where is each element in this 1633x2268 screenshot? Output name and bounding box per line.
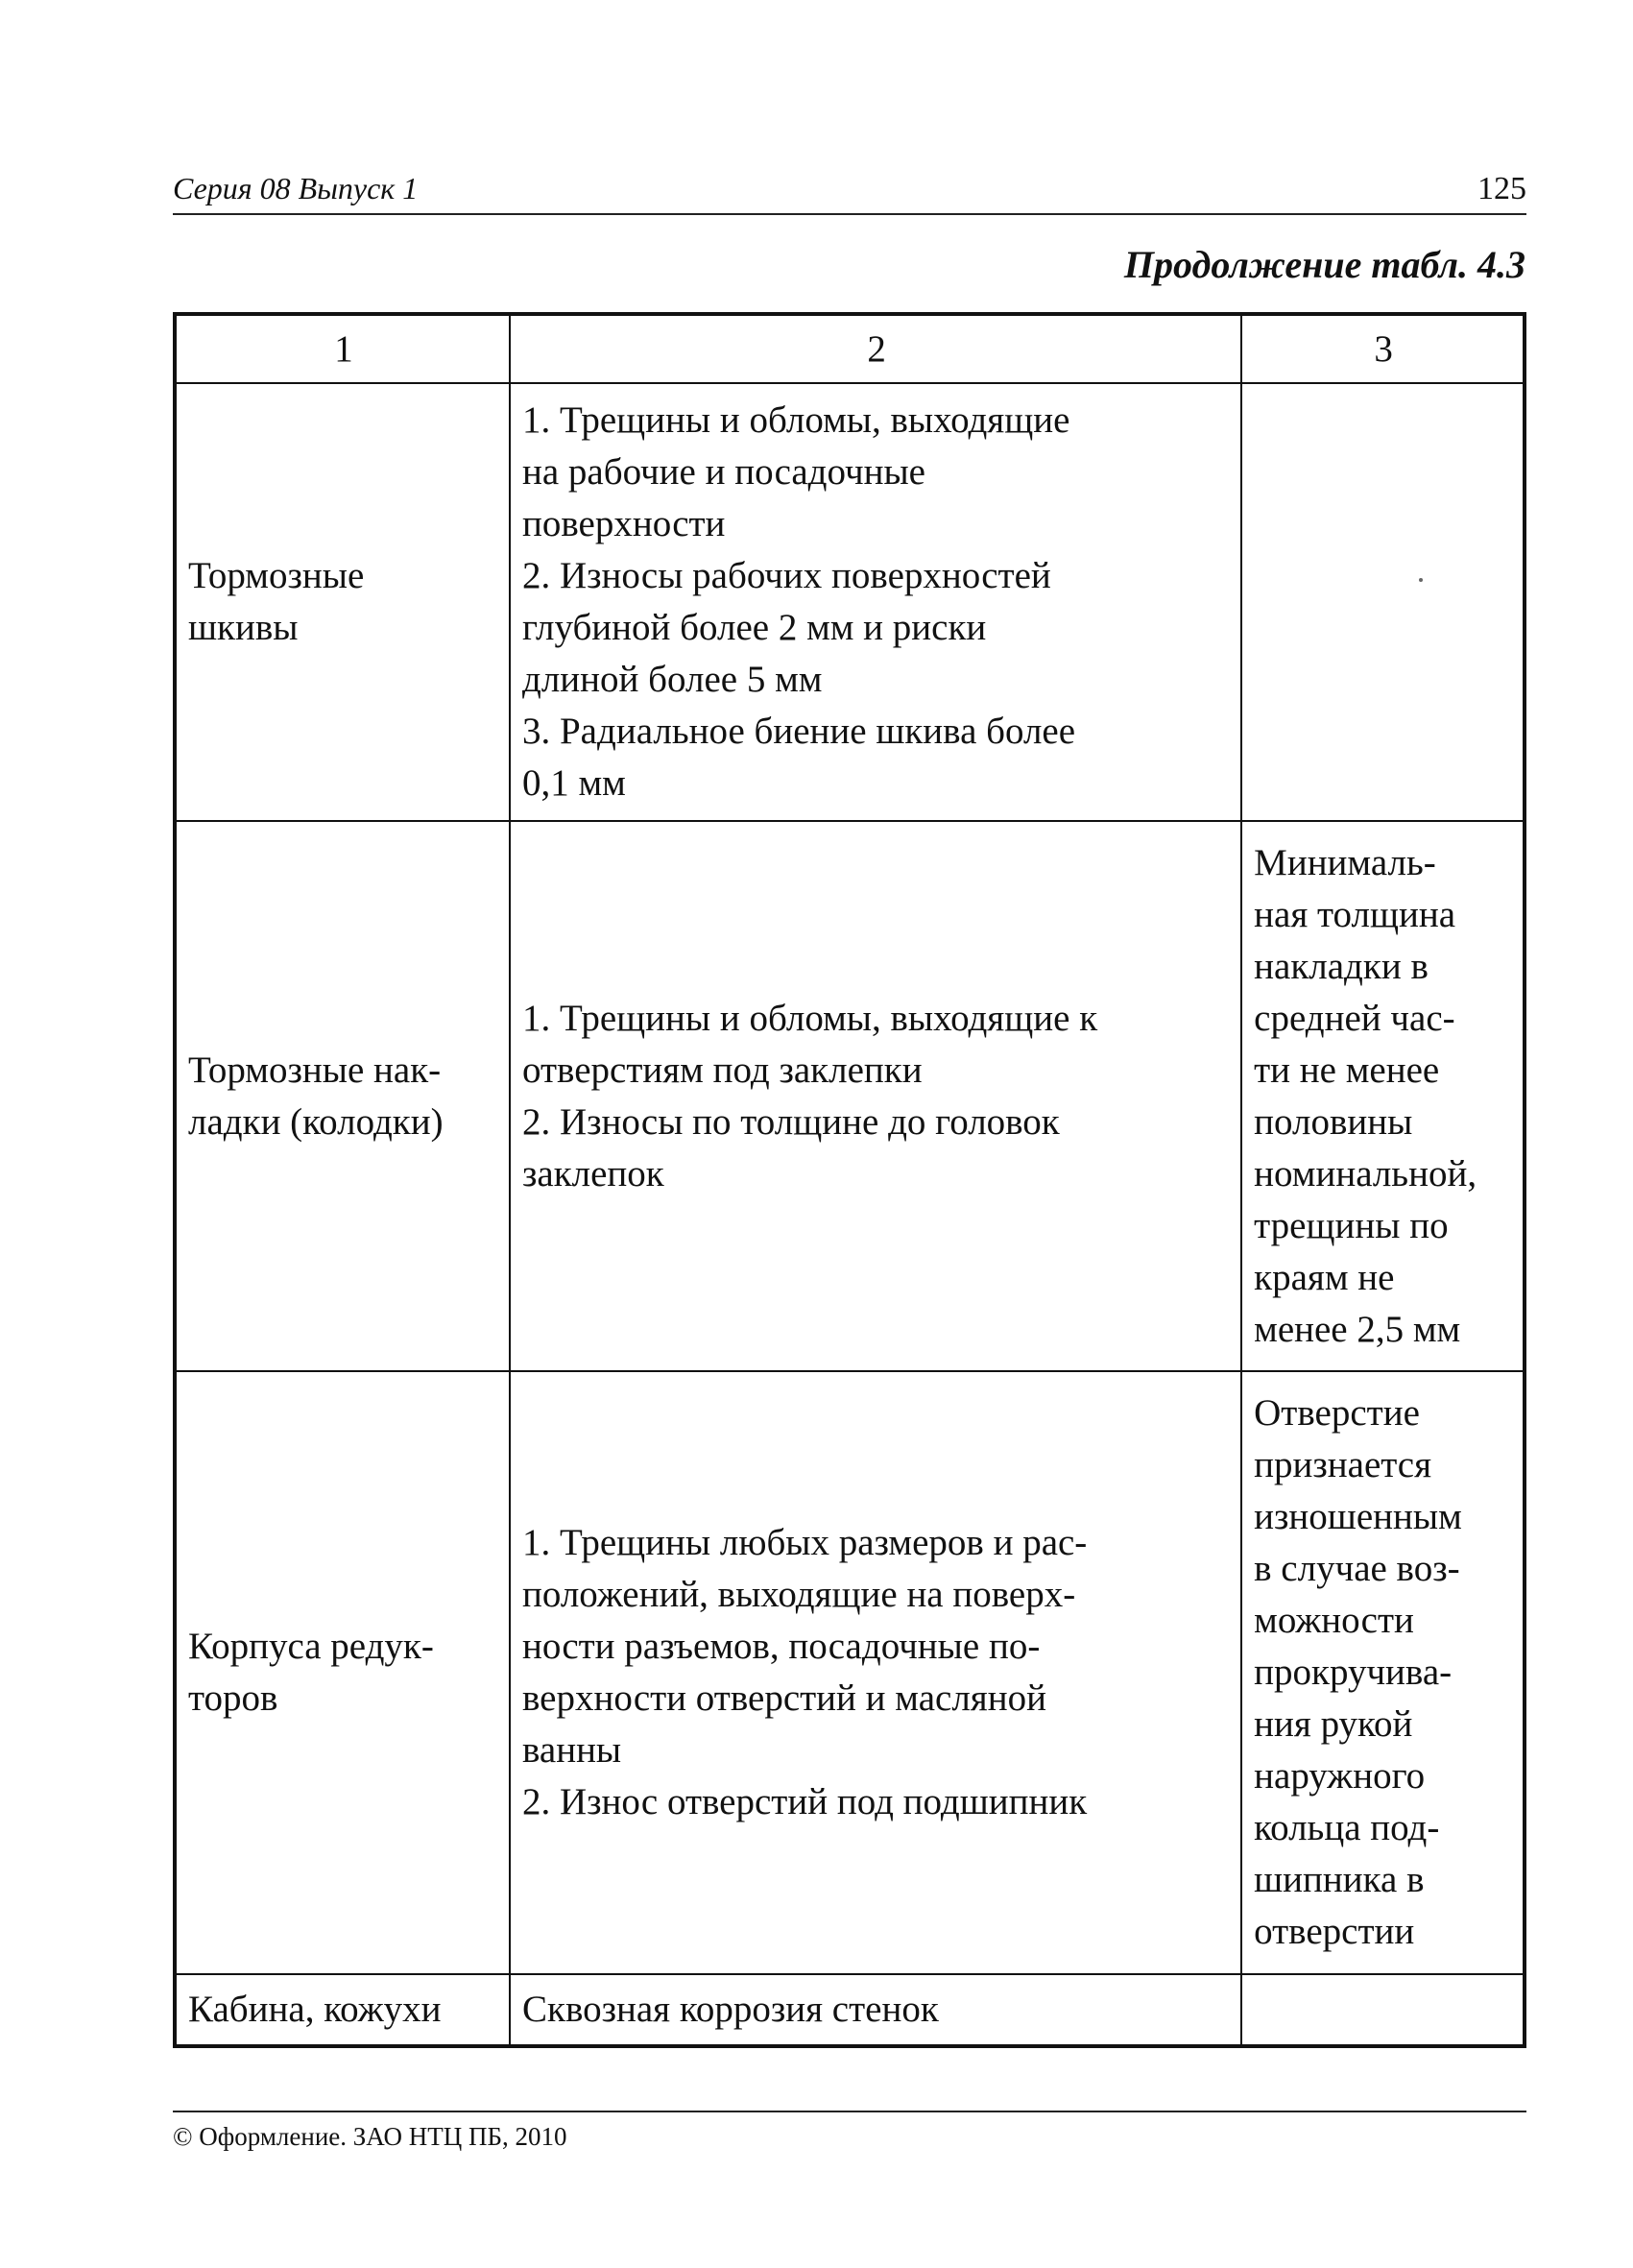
criteria-cell: [1241, 821, 1525, 1371]
item-cell: [175, 821, 510, 1371]
cell-text-line: признается: [1254, 1444, 1432, 1485]
defects-cell: [510, 1371, 1241, 1974]
column-number-row: [175, 314, 1525, 383]
table-row: [175, 1371, 1525, 1974]
defects-table: [173, 312, 1526, 2048]
cell-text-line: 1. Трещины любых размеров и рас-: [521, 1522, 1088, 1563]
defects-cell: [510, 383, 1241, 821]
cell-text-line: Кабина, кожухи: [188, 1989, 442, 2030]
cell-text-line: накладки в: [1254, 945, 1429, 987]
cell-text-line: средней час-: [1254, 997, 1455, 1039]
cell-text-line: ная толщина: [1254, 893, 1456, 935]
cell-text-line: прокручива-: [1254, 1652, 1453, 1693]
cell-text-line: Сквозная коррозия стенок: [521, 1989, 939, 2030]
cell-text-line: изношенным: [1254, 1496, 1462, 1537]
series-label: Серия 08 Выпуск 1: [173, 171, 419, 205]
cell-text-line: шипника в: [1254, 1859, 1425, 1900]
cell-text-line: отверстии: [1254, 1911, 1415, 1952]
copyright-footer: © Оформление. ЗАО НТЦ ПБ, 2010: [173, 2122, 567, 2151]
column-number-2: 2: [510, 314, 1241, 383]
cell-text-line: положений, выходящие на поверх-: [521, 1574, 1076, 1615]
cell-text-line: ности разъемов, посадочные по-: [521, 1626, 1041, 1667]
table-row: [175, 821, 1525, 1371]
table-row: [175, 383, 1525, 821]
table-continuation-label: Продолжение табл. 4.3: [1123, 243, 1525, 286]
criteria-cell: [1241, 1371, 1525, 1974]
cell-text-line: глубиной более 2 мм и риски: [521, 607, 987, 648]
table-row: [175, 1974, 1525, 2046]
page-number: 125: [1477, 171, 1526, 206]
cell-text-line: 3. Радиальное биение шкива более: [521, 711, 1076, 752]
cell-text-line: краям не: [1254, 1256, 1395, 1298]
criteria-cell: [1241, 383, 1525, 821]
cell-text-line: Минималь-: [1254, 841, 1436, 883]
cell-text-line: в случае воз-: [1254, 1548, 1460, 1589]
cell-text-line: наружного: [1254, 1755, 1426, 1797]
cell-text-line: Корпуса редук-: [188, 1626, 434, 1667]
item-cell: [175, 383, 510, 821]
cell-text-line: на рабочие и посадочные: [521, 451, 925, 493]
print-speck: [1419, 578, 1423, 582]
cell-text-line: 2. Износы по толщине до головок: [521, 1100, 1060, 1143]
cell-text-line: Отверстие: [1254, 1392, 1420, 1434]
cell-text-line: заклепок: [521, 1152, 664, 1194]
cell-text-line: номинальной,: [1254, 1152, 1477, 1194]
cell-text-line: Тормозные: [188, 555, 365, 596]
cell-text-line: можности: [1254, 1600, 1414, 1641]
cell-text-line: 0,1 мм: [521, 762, 626, 804]
cell-text-line: длиной более 5 мм: [521, 659, 823, 700]
cell-text-line: кольца под-: [1254, 1807, 1440, 1848]
column-number-3: 3: [1241, 314, 1525, 383]
footer-rule: [173, 2111, 1526, 2112]
cell-text-line: ния рукой: [1254, 1703, 1413, 1745]
cell-text-line: 1. Трещины и обломы, выходящие к: [521, 997, 1098, 1039]
cell-text-line: торов: [188, 1677, 278, 1719]
cell-text-line: ти не менее: [1254, 1049, 1440, 1091]
cell-text-line: отверстиям под заклепки: [521, 1049, 923, 1091]
cell-text-line: 2. Износы рабочих поверхностей: [521, 555, 1051, 596]
running-header: [173, 171, 1526, 215]
cell-text-line: 1. Трещины и обломы, выходящие: [521, 399, 1070, 441]
item-cell: [175, 1371, 510, 1974]
defects-cell: [510, 1974, 1241, 2046]
cell-text-line: ванны: [521, 1729, 622, 1771]
cell-text-line: верхности отверстий и масляной: [521, 1677, 1046, 1719]
cell-text-line: менее 2,5 мм: [1254, 1308, 1461, 1350]
cell-text-line: ладки (колодки): [188, 1100, 444, 1143]
cell-text-line: 2. Износ отверстий под подшипник: [521, 1781, 1088, 1822]
item-cell: [175, 1974, 510, 2046]
column-number-1: 1: [175, 314, 510, 383]
criteria-cell: [1241, 1974, 1525, 2046]
defects-cell: [510, 821, 1241, 1371]
cell-text-line: поверхности: [521, 503, 726, 544]
cell-text-line: шкивы: [188, 607, 299, 648]
cell-text-line: Тормозные нак-: [188, 1049, 442, 1091]
cell-text-line: трещины по: [1254, 1204, 1449, 1246]
cell-text-line: половины: [1254, 1100, 1413, 1143]
